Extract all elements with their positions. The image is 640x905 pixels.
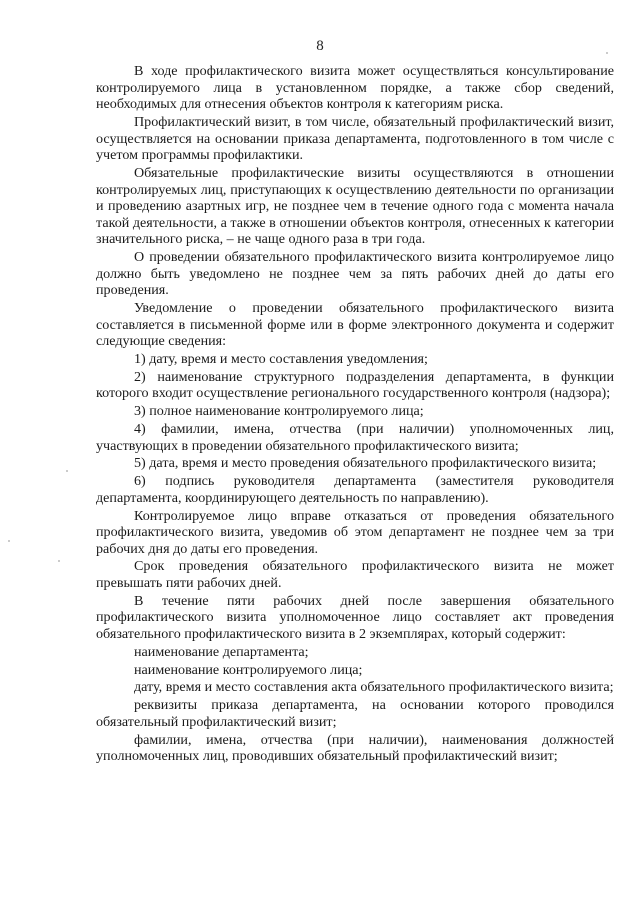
list-item: 4) фамилии, имена, отчества (при наличии) уполномоченных лиц, участвующих в проведении обязательного профилактического визита;	[96, 420, 614, 454]
list-item: 5) дата, время и место проведения обязательного профилактического визита;	[134, 455, 597, 472]
paragraph: Профилактический визит, в том числе, обязательный профилактический визит, осуществляется на основании приказа департамента, подготовленного в том числе с учетом программы профилактики.	[96, 113, 614, 164]
paragraph: В течение пяти рабочих дней после завершения обязательного профилактического визита уполномоченное лицо составляет акт проведения обязательного профилактического визита в 2 экземплярах, который содержит:	[96, 592, 614, 643]
list-item: дату, время и место составления акта обязательного профилактического визита;	[134, 679, 614, 696]
list-item: 1) дату, время и место составления уведомления;	[134, 351, 428, 368]
list-item: 2) наименование структурного подразделения департамента, в функции которого входит осуществление регионального государственного контроля (надзора);	[96, 368, 614, 402]
paragraph: Контролируемое лицо вправе отказаться от проведения обязательного профилактического визита, уведомив об этом департамент не позднее чем за три рабочих дня до даты его проведения.	[96, 507, 614, 557]
paragraph: Срок проведения обязательного профилактического визита не может превышать пяти рабочих дней.	[96, 558, 614, 592]
paragraph: Уведомление о проведении обязательного профилактического визита составляется в письменной форме или в форме электронного документа и содержит следующие сведения:	[96, 300, 614, 350]
scan-speck	[66, 470, 68, 472]
document-body	[96, 63, 614, 766]
scan-speck	[58, 560, 60, 562]
scan-speck	[606, 52, 608, 54]
page-number: 8	[316, 38, 324, 54]
list-item: наименование контролируемого лица;	[134, 661, 363, 678]
list-item: наименование департамента;	[134, 643, 309, 660]
list-item: 3) полное наименование контролируемого лица;	[134, 403, 424, 420]
paragraph: Обязательные профилактические визиты осуществляются в отношении контролируемых лиц, приступающих к осуществлению деятельности по организации и проведению азартных игр, не позднее чем в течение одного года с момента начала такой деятельности, а также в отношении объектов контроля, отнесенных к категории значительного риска, – не чаще одного раза в три года.	[96, 164, 614, 248]
list-item: 6) подпись руководителя департамента (заместителя руководителя департамента, координирующего деятельность по направлению).	[96, 473, 614, 506]
scan-speck	[8, 540, 10, 542]
list-item: реквизиты приказа департамента, на основании которого проводился обязательный профилактический визит;	[96, 697, 614, 730]
list-item: фамилии, имена, отчества (при наличии), наименования должностей уполномоченных лиц, проводивших обязательный профилактический визит;	[96, 731, 614, 765]
paragraph: О проведении обязательного профилактического визита контролируемое лицо должно быть уведомлено не позднее чем за пять рабочих дней до даты его проведения.	[96, 249, 614, 299]
paragraph: В ходе профилактического визита может осуществляться консультирование контролируемого лица в установленном порядке, а также сбор сведений, необходимых для отнесения объектов контроля к категориям риска.	[96, 63, 614, 113]
